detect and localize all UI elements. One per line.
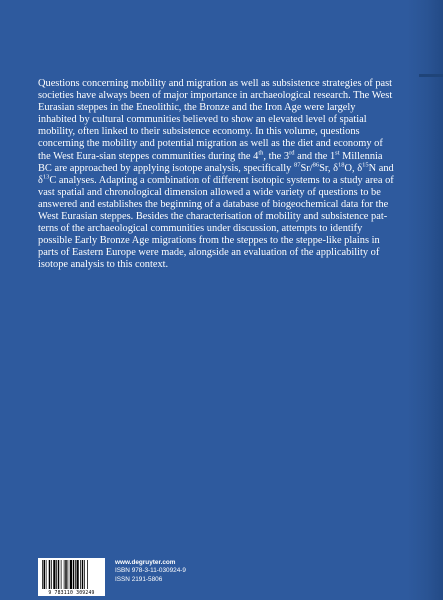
blurb-text: , the 3 — [263, 150, 290, 162]
barcode-bar — [65, 560, 67, 589]
barcode-bar — [49, 560, 51, 589]
barcode-bar — [44, 560, 46, 589]
blurb-superscript: st — [335, 149, 340, 157]
blurb-superscript: 87 — [293, 161, 301, 169]
barcode-bar — [46, 560, 47, 589]
barcode-bar — [51, 560, 52, 589]
blurb-superscript: 15 — [362, 161, 369, 169]
barcode-bar — [70, 560, 72, 589]
blurb-text: O, δ — [344, 162, 363, 174]
spine-edge — [407, 0, 443, 600]
blurb-text: Questions concerning mobility and migration as well as subsistence strategies of past societies have always been of major importance in archaeological research. The West Eurasian steppes in the Eneolithic, the Bronze and the Iron Age were largely inhabited by cultural communities believed to show an elevated level of spatial mobility, often linked to their subsistence economy. In this volume, questions concerning the mobility and potential migration as well as the diet and economy of the West Eura-sian steppes communities during the 4 — [38, 78, 393, 162]
blurb-superscript: 13 — [42, 173, 50, 181]
blurb-superscript: 86 — [312, 161, 320, 169]
cover-blurb — [38, 78, 396, 272]
barcode-bar — [87, 560, 88, 589]
blurb-superscript: 18 — [338, 161, 345, 169]
barcode-bar — [84, 560, 85, 589]
blurb-superscript: th — [258, 149, 264, 157]
publisher-info — [115, 559, 186, 584]
isbn-barcode — [38, 558, 105, 596]
barcode-bar — [77, 560, 79, 589]
barcode-bar — [68, 560, 69, 589]
publisher-url: www.degruyter.com — [115, 559, 176, 566]
blurb-text: Sr, δ — [319, 162, 339, 174]
barcode-digits: 9 783110 309249 — [48, 591, 95, 596]
barcode-bar — [56, 560, 57, 589]
barcode-bar — [73, 560, 75, 589]
barcode-bar — [75, 560, 76, 589]
blurb-superscript: rd — [289, 149, 295, 157]
barcode-bar — [61, 560, 62, 589]
barcode-bar — [80, 560, 81, 589]
barcode-bar — [82, 560, 84, 589]
issn-number: ISSN 2191-5806 — [115, 575, 163, 583]
blurb-text: and the 1 — [294, 150, 336, 162]
barcode-bar — [64, 560, 65, 589]
blurb-text: N and δ — [38, 162, 394, 186]
barcode-bars — [42, 560, 101, 589]
blurb-text: Sr/ — [300, 162, 313, 174]
isbn-number: ISBN 978-3-11-030924-9 — [115, 567, 186, 575]
cover-footer — [38, 558, 258, 598]
barcode-bar — [58, 560, 60, 589]
blurb-text: C analyses. Adapting a combination of different isotopic systems to a study area of vast spatial and chronological dimension allowed a wide variety of questions to be answered and establishes the beginning of a database of biogeochemical data for the West Eurasian steppes. Besides the characterisation of mobility and subsistence pat-terns of the archaeological communities under discussion, attempts to identify possible Early Bronze Age migrations from the steppes to the steppe-like plains in parts of Eastern Europe were made, alongside an evaluation of the applicability of isotope analysis to this context. — [38, 174, 394, 271]
barcode-bar — [53, 560, 55, 589]
barcode-bar — [42, 560, 43, 589]
blurb-text: Millennia BC are approached by applying isotope analysis, specifically — [38, 150, 383, 174]
edge-rule — [419, 74, 443, 77]
